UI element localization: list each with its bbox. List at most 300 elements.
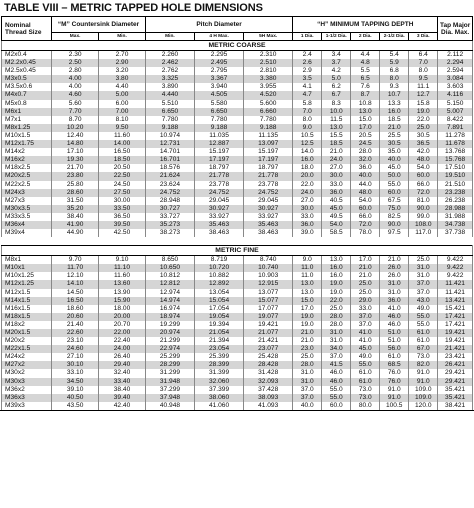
value-cell: 24.60 — [52, 345, 99, 353]
subheader-cell: 1 Dia. — [293, 33, 322, 41]
value-cell: 20.50 — [99, 164, 146, 172]
value-cell: 100.5 — [380, 402, 409, 410]
value-cell: 7.780 — [244, 116, 293, 124]
value-cell: 30.0 — [322, 172, 351, 180]
value-cell: 33.0 — [351, 305, 380, 313]
subheader-cell: 3 Dia. — [409, 33, 438, 41]
value-cell: 15.0 — [351, 116, 380, 124]
value-cell: 5.4 — [380, 51, 409, 60]
value-cell: 8.0 — [409, 67, 438, 75]
value-cell: 9.50 — [99, 124, 146, 132]
value-cell: 99.0 — [409, 213, 438, 221]
value-cell: 19.0 — [293, 321, 322, 329]
header-nominal-size: Nominal Thread Size — [2, 17, 52, 41]
thread-size-cell: M10x1.25 — [2, 272, 52, 280]
value-cell: 38.421 — [438, 402, 473, 410]
value-cell: 24.50 — [99, 181, 146, 189]
value-cell: 36.0 — [380, 297, 409, 305]
value-cell: 29.045 — [195, 197, 244, 205]
table-row — [2, 116, 473, 124]
value-cell: 2.795 — [195, 67, 244, 75]
header-countersink: “M” Countersink Diameter — [52, 17, 146, 33]
value-cell: 60.0 — [322, 402, 351, 410]
value-cell: 15.8 — [409, 100, 438, 108]
value-cell: 33.40 — [99, 378, 146, 386]
thread-size-cell: M7x1 — [2, 116, 52, 124]
value-cell: 37.0 — [293, 394, 322, 402]
value-cell: 7.00 — [99, 108, 146, 116]
value-cell: 19.510 — [438, 172, 473, 180]
table-row — [2, 329, 473, 337]
value-cell: 15.077 — [244, 297, 293, 305]
value-cell: 37.299 — [145, 386, 194, 394]
table-row — [2, 213, 473, 221]
value-cell: 5.9 — [380, 59, 409, 67]
value-cell: 17.077 — [244, 305, 293, 313]
value-cell: 23.077 — [244, 345, 293, 353]
value-cell: 38.40 — [99, 386, 146, 394]
value-cell: 51.0 — [380, 329, 409, 337]
value-cell: 10.20 — [52, 124, 99, 132]
table-row — [2, 313, 473, 321]
thread-size-cell: M14x1.5 — [2, 297, 52, 305]
value-cell: 29.40 — [99, 361, 146, 369]
value-cell: 41.093 — [244, 402, 293, 410]
value-cell: 61.0 — [409, 337, 438, 345]
value-cell: 7.780 — [145, 116, 194, 124]
value-cell: 14.0 — [293, 148, 322, 156]
value-cell: 19.421 — [438, 337, 473, 345]
value-cell: 22.00 — [99, 329, 146, 337]
value-cell: 61.0 — [351, 378, 380, 386]
value-cell: 68.5 — [380, 361, 409, 369]
value-cell: 2.810 — [244, 67, 293, 75]
value-cell: 30.10 — [52, 361, 99, 369]
value-cell: 15.0 — [293, 297, 322, 305]
value-cell: 6.5 — [351, 75, 380, 83]
value-cell: 6.650 — [195, 108, 244, 116]
value-cell: 21.778 — [244, 172, 293, 180]
table-row — [2, 264, 473, 272]
value-cell: 33.0 — [293, 213, 322, 221]
value-cell: 26.421 — [438, 361, 473, 369]
thread-size-cell: M36x3 — [2, 394, 52, 402]
value-cell: 33.927 — [195, 213, 244, 221]
value-cell: 11.135 — [244, 132, 293, 140]
table-title: TABLE VIII – METRIC TAPPED HOLE DIMENSIONS — [4, 2, 263, 14]
value-cell: 19.054 — [195, 313, 244, 321]
section-spacer — [2, 237, 473, 246]
value-cell: 14.50 — [52, 289, 99, 297]
value-cell: 11.421 — [438, 289, 473, 297]
subheader-cell: 5H Max. — [244, 33, 293, 41]
value-cell: 27.10 — [52, 353, 99, 361]
value-cell: 21.70 — [52, 164, 99, 172]
table-row — [2, 108, 473, 116]
table-row — [2, 289, 473, 297]
table-row — [2, 132, 473, 140]
value-cell: 117.0 — [409, 229, 438, 237]
value-cell: 31.0 — [293, 378, 322, 386]
value-cell: 21.299 — [145, 337, 194, 345]
value-cell: 18.974 — [145, 313, 194, 321]
value-cell: 12.731 — [145, 140, 194, 148]
value-cell: 31.0 — [409, 264, 438, 272]
value-cell: 39.50 — [99, 221, 146, 229]
value-cell: 12.915 — [244, 280, 293, 288]
value-cell: 37.0 — [351, 313, 380, 321]
value-cell: 42.50 — [99, 229, 146, 237]
value-cell: 32.060 — [195, 378, 244, 386]
value-cell: 8.70 — [52, 116, 99, 124]
value-cell: 9.0 — [293, 256, 322, 265]
value-cell: 31.0 — [380, 289, 409, 297]
value-cell: 66.0 — [351, 213, 380, 221]
value-cell: 24.5 — [351, 140, 380, 148]
value-cell: 11.678 — [438, 140, 473, 148]
value-cell: 55.0 — [409, 321, 438, 329]
value-cell: 37.428 — [244, 386, 293, 394]
table-row — [2, 280, 473, 288]
value-cell: 22.40 — [99, 337, 146, 345]
value-cell: 2.9 — [293, 67, 322, 75]
value-cell: 15.054 — [195, 297, 244, 305]
value-cell: 8.650 — [145, 256, 194, 265]
value-cell: 2.6 — [293, 59, 322, 67]
value-cell: 60.0 — [351, 205, 380, 213]
value-cell: 10.7 — [380, 91, 409, 99]
value-cell: 11.60 — [99, 272, 146, 280]
value-cell: 10.8 — [351, 100, 380, 108]
value-cell: 40.948 — [145, 402, 194, 410]
value-cell: 13.60 — [99, 280, 146, 288]
value-cell: 18.5 — [322, 140, 351, 148]
tapped-hole-table — [1, 16, 473, 410]
value-cell: 12.7 — [409, 91, 438, 99]
value-cell: 24.0 — [322, 156, 351, 164]
table-row — [2, 148, 473, 156]
value-cell: 30.727 — [145, 205, 194, 213]
table-row — [2, 67, 473, 75]
value-cell: 75.0 — [380, 205, 409, 213]
value-cell: 82.5 — [380, 213, 409, 221]
table-row — [2, 83, 473, 91]
table-row — [2, 305, 473, 313]
value-cell: 51.0 — [380, 337, 409, 345]
thread-size-cell: M20x2.5 — [2, 172, 52, 180]
table-row — [2, 172, 473, 180]
thread-size-cell: M18x2.5 — [2, 164, 52, 172]
value-cell: 23.054 — [195, 345, 244, 353]
value-cell: 23.624 — [145, 181, 194, 189]
value-cell: 45.0 — [351, 345, 380, 353]
value-cell: 18.797 — [244, 164, 293, 172]
value-cell: 41.060 — [195, 402, 244, 410]
value-cell: 73.0 — [409, 353, 438, 361]
value-cell: 30.0 — [293, 205, 322, 213]
spacer-cell — [2, 237, 473, 246]
value-cell: 16.0 — [380, 108, 409, 116]
table-row — [2, 164, 473, 172]
thread-size-cell: M5x0.8 — [2, 100, 52, 108]
value-cell: 21.0 — [293, 329, 322, 337]
value-cell: 5.580 — [195, 100, 244, 108]
value-cell: 11.035 — [195, 132, 244, 140]
value-cell: 9.422 — [438, 272, 473, 280]
table-row — [2, 361, 473, 369]
subheader-cell: 2 Dia. — [351, 33, 380, 41]
value-cell: 60.0 — [409, 172, 438, 180]
value-cell: 31.0 — [409, 272, 438, 280]
value-cell: 46.0 — [322, 369, 351, 377]
value-cell: 2.310 — [244, 51, 293, 60]
value-cell: 97.5 — [380, 229, 409, 237]
value-cell: 2.762 — [145, 67, 194, 75]
value-cell: 13.0 — [293, 280, 322, 288]
value-cell: 40.0 — [351, 172, 380, 180]
value-cell: 11.421 — [438, 280, 473, 288]
value-cell: 30.5 — [409, 132, 438, 140]
thread-size-cell: M18x2 — [2, 321, 52, 329]
value-cell: 22.60 — [52, 329, 99, 337]
header-pitch-diameter: Pitch Diameter — [145, 17, 292, 33]
section-label: METRIC FINE — [2, 246, 473, 256]
value-cell: 81.0 — [409, 197, 438, 205]
value-cell: 28.0 — [293, 361, 322, 369]
value-cell: 6.2 — [322, 83, 351, 91]
value-cell: 13.097 — [244, 140, 293, 148]
value-cell: 37.0 — [351, 321, 380, 329]
value-cell: 23.80 — [52, 172, 99, 180]
value-cell: 19.394 — [195, 321, 244, 329]
thread-size-cell: M39x4 — [2, 229, 52, 237]
value-cell: 54.0 — [351, 197, 380, 205]
value-cell: 91.0 — [409, 378, 438, 386]
value-cell: 90.0 — [380, 221, 409, 229]
value-cell: 9.70 — [52, 256, 99, 265]
value-cell: 3.940 — [195, 83, 244, 91]
value-cell: 58.5 — [322, 229, 351, 237]
value-cell: 61.0 — [409, 329, 438, 337]
value-cell: 2.80 — [52, 67, 99, 75]
table-row — [2, 181, 473, 189]
section-header-row — [2, 41, 473, 51]
value-cell: 29.421 — [438, 378, 473, 386]
value-cell: 9.188 — [145, 124, 194, 132]
table-row — [2, 256, 473, 265]
value-cell: 20.00 — [99, 313, 146, 321]
value-cell: 21.778 — [195, 172, 244, 180]
value-cell: 17.510 — [438, 164, 473, 172]
value-cell: 6.8 — [380, 67, 409, 75]
value-cell: 73.0 — [351, 386, 380, 394]
value-cell: 9.422 — [438, 256, 473, 265]
value-cell: 34.738 — [438, 221, 473, 229]
value-cell: 32.40 — [99, 369, 146, 377]
value-cell: 49.0 — [409, 305, 438, 313]
value-cell: 28.60 — [52, 189, 99, 197]
table-row — [2, 91, 473, 99]
value-cell: 44.0 — [351, 181, 380, 189]
value-cell: 40.50 — [52, 394, 99, 402]
value-cell: 55.0 — [409, 313, 438, 321]
value-cell: 9.422 — [438, 264, 473, 272]
value-cell: 21.394 — [195, 337, 244, 345]
value-cell: 23.778 — [244, 181, 293, 189]
table-row — [2, 337, 473, 345]
value-cell: 21.624 — [145, 172, 194, 180]
value-cell: 12.5 — [293, 140, 322, 148]
value-cell: 6.650 — [145, 108, 194, 116]
value-cell: 4.00 — [52, 75, 99, 83]
value-cell: 44.90 — [52, 229, 99, 237]
value-cell: 21.054 — [195, 329, 244, 337]
value-cell: 13.0 — [351, 108, 380, 116]
value-cell: 14.00 — [99, 140, 146, 148]
value-cell: 18.0 — [293, 164, 322, 172]
value-cell: 9.10 — [99, 256, 146, 265]
value-cell: 12.40 — [52, 132, 99, 140]
thread-size-cell: M4x0.7 — [2, 91, 52, 99]
value-cell: 5.00 — [99, 91, 146, 99]
value-cell: 34.50 — [52, 378, 99, 386]
value-cell: 33.927 — [244, 213, 293, 221]
value-cell: 5.0 — [322, 75, 351, 83]
value-cell: 9.188 — [195, 124, 244, 132]
value-cell: 16.974 — [145, 305, 194, 313]
value-cell: 24.752 — [195, 189, 244, 197]
value-cell: 9.5 — [409, 75, 438, 83]
value-cell: 24.752 — [145, 189, 194, 197]
value-cell: 12.812 — [145, 280, 194, 288]
value-cell: 15.5 — [322, 132, 351, 140]
value-cell: 5.007 — [438, 108, 473, 116]
value-cell: 30.927 — [244, 205, 293, 213]
value-cell: 9.3 — [380, 83, 409, 91]
value-cell: 26.40 — [99, 353, 146, 361]
table-row — [2, 100, 473, 108]
value-cell: 10.974 — [145, 132, 194, 140]
table-row — [2, 197, 473, 205]
value-cell: 25.0 — [322, 305, 351, 313]
value-cell: 38.093 — [244, 394, 293, 402]
subheader-cell: Max. — [52, 33, 99, 41]
value-cell: 49.5 — [322, 213, 351, 221]
value-cell: 18.50 — [99, 156, 146, 164]
value-cell: 120.0 — [409, 402, 438, 410]
value-cell: 21.0 — [380, 256, 409, 265]
value-cell: 45.0 — [380, 164, 409, 172]
value-cell: 55.0 — [322, 394, 351, 402]
value-cell: 35.463 — [244, 221, 293, 229]
value-cell: 19.421 — [438, 329, 473, 337]
value-cell: 3.084 — [438, 75, 473, 83]
value-cell: 21.0 — [380, 124, 409, 132]
value-cell: 28.428 — [244, 361, 293, 369]
value-cell: 28.0 — [322, 313, 351, 321]
value-cell: 20.0 — [293, 172, 322, 180]
thread-size-cell: M30x2 — [2, 369, 52, 377]
table-row — [2, 189, 473, 197]
value-cell: 24.00 — [99, 345, 146, 353]
value-cell: 40.0 — [293, 402, 322, 410]
value-cell: 55.0 — [380, 181, 409, 189]
value-cell: 8.0 — [380, 75, 409, 83]
value-cell: 11.1 — [409, 83, 438, 91]
value-cell: 39.10 — [52, 386, 99, 394]
value-cell: 13.054 — [195, 289, 244, 297]
value-cell: 8.3 — [322, 100, 351, 108]
thread-size-cell: M20x2 — [2, 337, 52, 345]
value-cell: 30.927 — [195, 205, 244, 213]
value-cell: 33.10 — [52, 369, 99, 377]
value-cell: 31.399 — [195, 369, 244, 377]
value-cell: 36.0 — [322, 189, 351, 197]
value-cell: 6.660 — [244, 108, 293, 116]
value-cell: 21.077 — [244, 329, 293, 337]
value-cell: 39.40 — [99, 394, 146, 402]
table-row — [2, 75, 473, 83]
value-cell: 11.70 — [52, 264, 99, 272]
value-cell: 15.90 — [99, 297, 146, 305]
value-cell: 37.738 — [438, 229, 473, 237]
value-cell: 33.727 — [145, 213, 194, 221]
thread-size-cell: M3.5x0.6 — [2, 83, 52, 91]
value-cell: 14.10 — [52, 280, 99, 288]
value-cell: 13.077 — [244, 289, 293, 297]
value-cell: 32.0 — [351, 156, 380, 164]
subheader-cell: 2-1/2 Dia. — [380, 33, 409, 41]
value-cell: 5.60 — [52, 100, 99, 108]
value-cell: 41.0 — [380, 305, 409, 313]
value-cell: 4.60 — [52, 91, 99, 99]
value-cell: 15.197 — [195, 148, 244, 156]
table-row — [2, 229, 473, 237]
value-cell: 25.399 — [195, 353, 244, 361]
thread-size-cell: M36x2 — [2, 386, 52, 394]
value-cell: 8.0 — [293, 116, 322, 124]
value-cell: 4.8 — [351, 59, 380, 67]
value-cell: 20.60 — [52, 313, 99, 321]
value-cell: 10.0 — [322, 108, 351, 116]
value-cell: 61.0 — [380, 353, 409, 361]
value-cell: 54.0 — [409, 164, 438, 172]
value-cell: 5.600 — [244, 100, 293, 108]
value-cell: 43.50 — [52, 402, 99, 410]
value-cell: 3.20 — [99, 67, 146, 75]
value-cell: 5.510 — [145, 100, 194, 108]
thread-size-cell: M30x3.5 — [2, 205, 52, 213]
value-cell: 2.295 — [195, 51, 244, 60]
value-cell: 19.0 — [409, 108, 438, 116]
thread-size-cell: M10x1.5 — [2, 132, 52, 140]
value-cell: 24.752 — [244, 189, 293, 197]
thread-size-cell: M27x3 — [2, 197, 52, 205]
value-cell: 3.380 — [244, 75, 293, 83]
value-cell: 40.0 — [380, 156, 409, 164]
value-cell: 10.740 — [244, 264, 293, 272]
value-cell: 72.0 — [409, 189, 438, 197]
value-cell: 21.510 — [438, 181, 473, 189]
value-cell: 8.422 — [438, 116, 473, 124]
value-cell: 29.0 — [351, 297, 380, 305]
value-cell: 41.0 — [351, 337, 380, 345]
value-cell: 23.778 — [195, 181, 244, 189]
value-cell: 38.40 — [52, 213, 99, 221]
value-cell: 14.80 — [52, 140, 99, 148]
value-cell: 3.325 — [145, 75, 194, 83]
value-cell: 15.421 — [438, 305, 473, 313]
